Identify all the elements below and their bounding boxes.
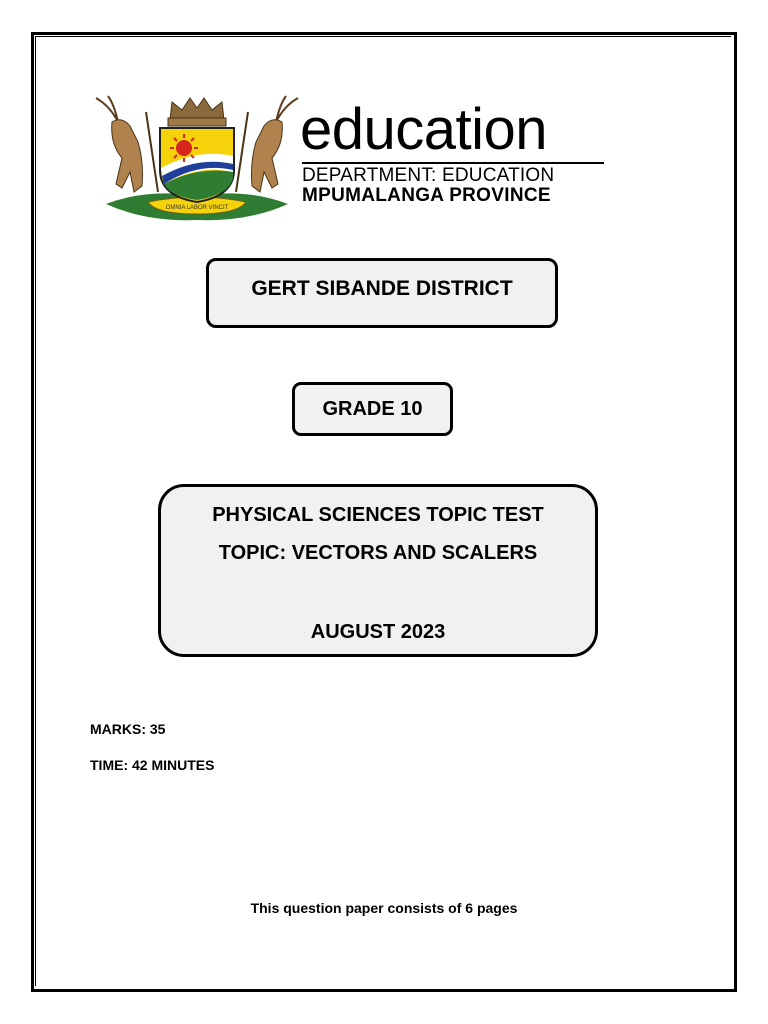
time-text: TIME: 42 MINUTES xyxy=(90,757,215,773)
coat-of-arms-icon xyxy=(88,92,306,224)
logo-province: MPUMALANGA PROVINCE xyxy=(302,185,551,206)
page-count-note: This question paper consists of 6 pages xyxy=(250,900,518,916)
subject-topic: TOPIC: VECTORS AND SCALERS xyxy=(218,542,538,564)
district-box xyxy=(206,258,558,328)
subject-box xyxy=(158,484,598,657)
logo-divider xyxy=(302,162,604,164)
logo-wordmark: education xyxy=(300,97,548,162)
grade-box xyxy=(292,382,453,436)
subject-date: AUGUST 2023 xyxy=(310,621,446,643)
grade-label: GRADE 10 xyxy=(322,398,423,420)
logo-department: DEPARTMENT: EDUCATION xyxy=(302,165,555,186)
district-label: GERT SIBANDE DISTRICT xyxy=(251,277,513,300)
svg-text:OMNIA LABOR VINCIT: OMNIA LABOR VINCIT xyxy=(165,205,229,211)
marks-text: MARKS: 35 xyxy=(90,721,166,737)
subject-title: PHYSICAL SCIENCES TOPIC TEST xyxy=(212,504,544,526)
